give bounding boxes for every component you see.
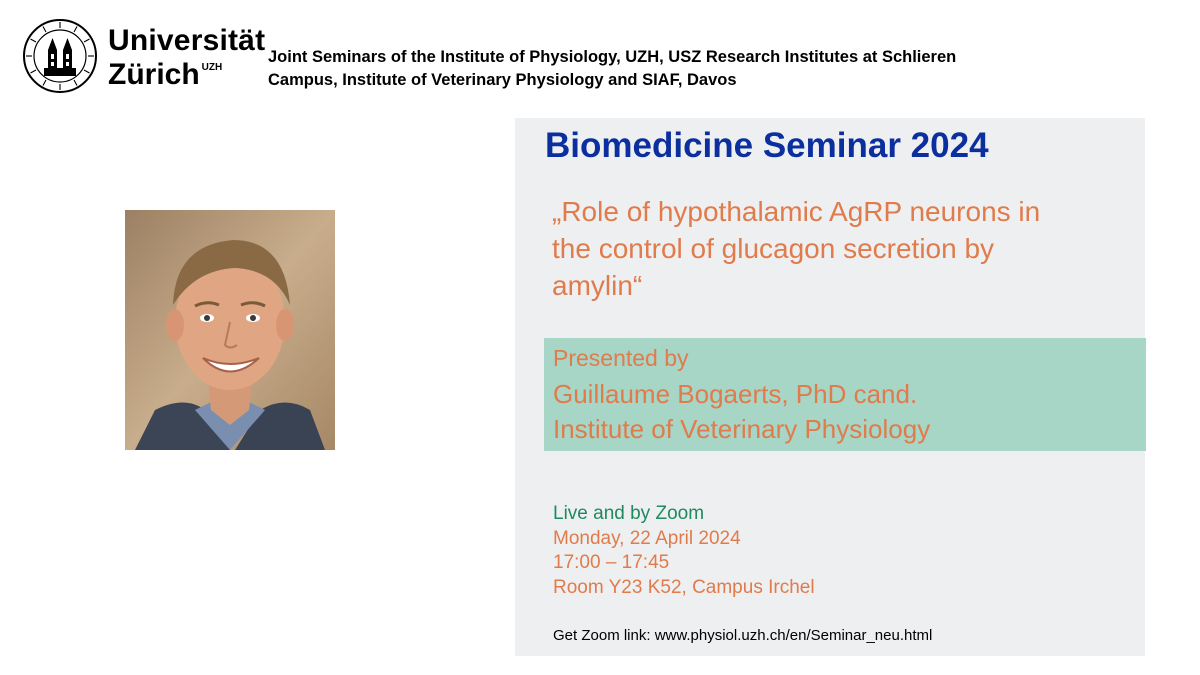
event-room: Room Y23 K52, Campus Irchel xyxy=(553,576,815,598)
presented-by-label: Presented by xyxy=(553,345,689,371)
presenter-institute: Institute of Veterinary Physiology xyxy=(553,414,931,444)
talk-title-line-2: the control of glucagon secretion by xyxy=(552,233,995,264)
university-seal-icon xyxy=(22,18,98,94)
event-info xyxy=(553,502,815,600)
seminar-series-header xyxy=(268,46,1128,92)
event-time: 17:00 – 17:45 xyxy=(553,552,670,573)
logo-text-zurich-word: Zürich xyxy=(108,58,200,91)
presenter-portrait xyxy=(125,210,335,450)
logo-superscript: UZH xyxy=(201,62,223,73)
portrait-illustration xyxy=(125,210,335,450)
seminar-title: Biomedicine Seminar 2024 xyxy=(545,126,989,165)
uzh-logo xyxy=(22,18,266,96)
zoom-link[interactable]: Get Zoom link: www.physiol.uzh.ch/en/Seminar_neu.html xyxy=(553,627,933,644)
presenter-name: Guillaume Bogaerts, PhD cand. xyxy=(553,379,918,409)
logo-text-universitat: Universität xyxy=(108,24,266,57)
header-line-2: Campus, Institute of Veterinary Physiology and SIAF, Davos xyxy=(268,71,737,89)
talk-title-line-1: „Role of hypothalamic AgRP neurons in xyxy=(552,196,1041,227)
talk-title xyxy=(552,193,1137,304)
talk-title-line-3: amylin“ xyxy=(552,270,643,301)
event-mode: Live and by Zoom xyxy=(553,503,705,524)
logo-text-zurich xyxy=(108,58,222,92)
event-date: Monday, 22 April 2024 xyxy=(553,527,741,549)
header-line-1: Joint Seminars of the Institute of Physiology, UZH, USZ Research Institutes at Schlieren xyxy=(268,48,957,66)
